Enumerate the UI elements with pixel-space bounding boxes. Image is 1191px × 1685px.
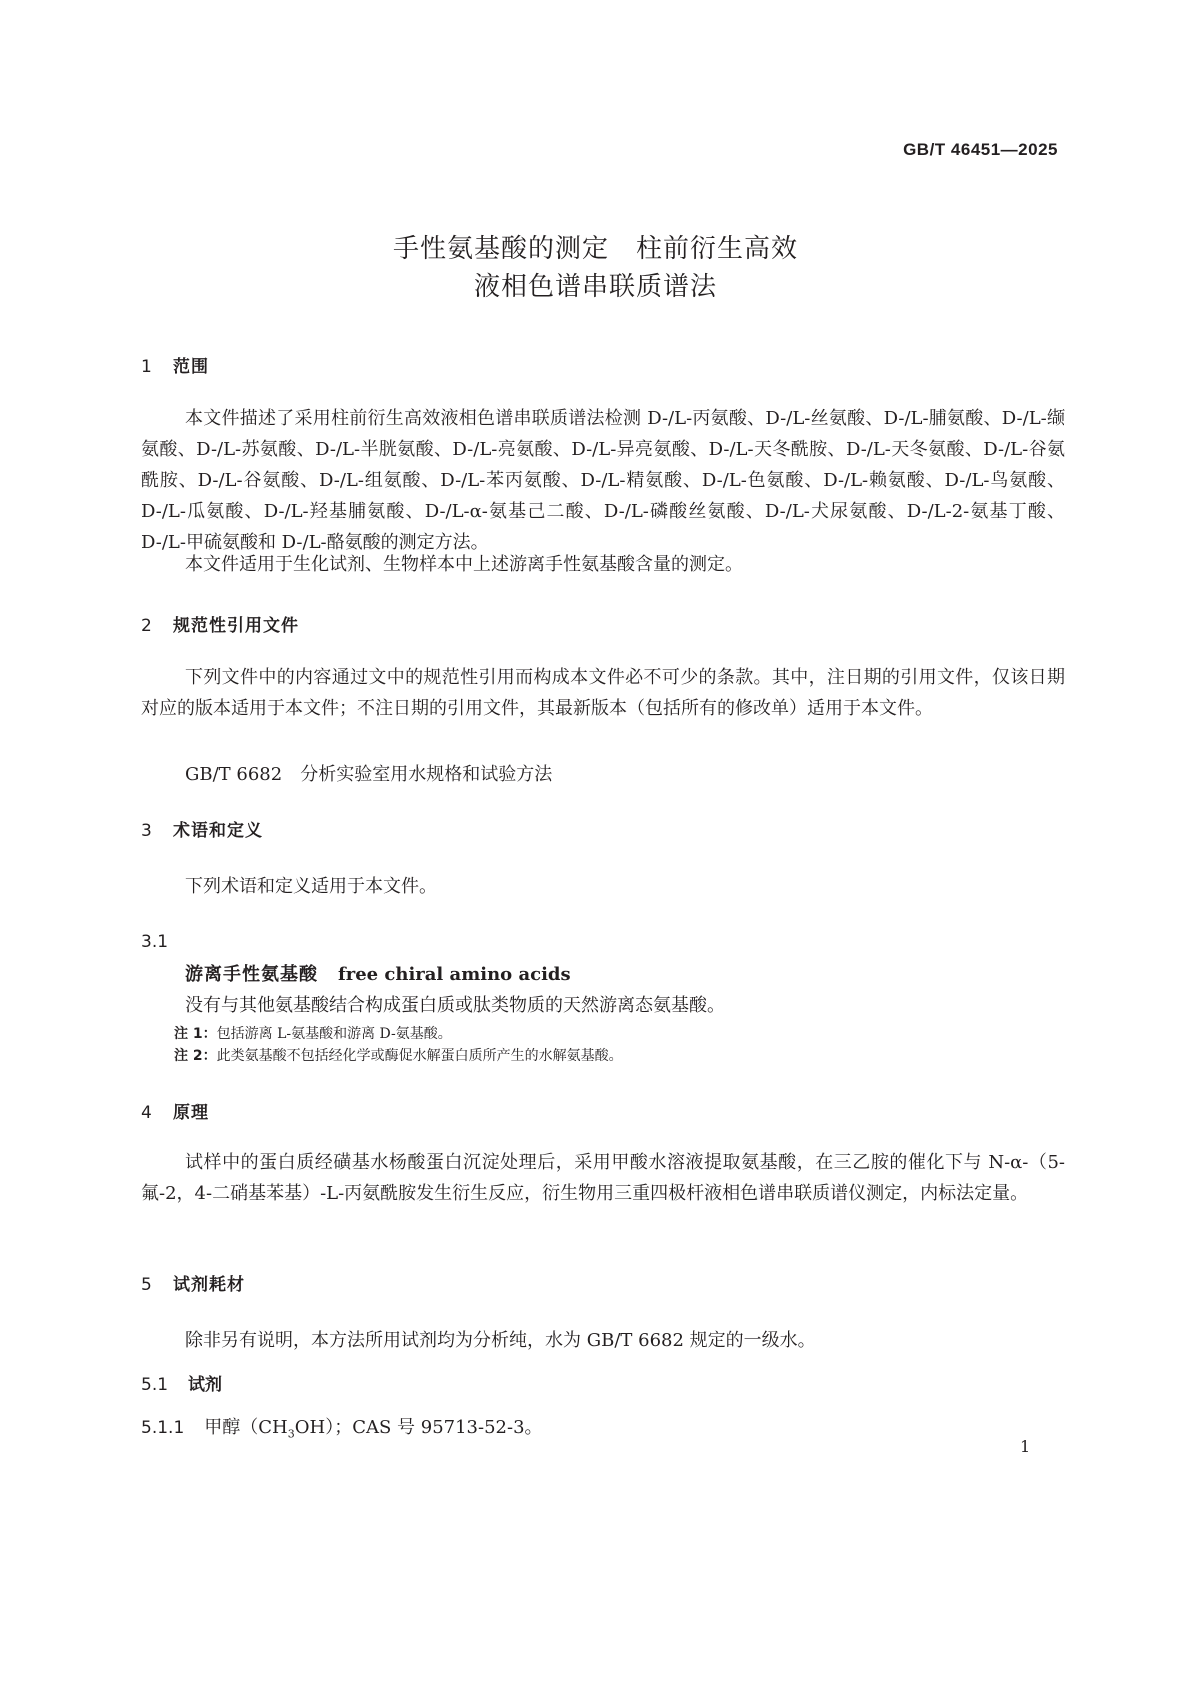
section-title: 术语和定义	[173, 821, 263, 841]
section-3-heading	[141, 816, 263, 841]
document-title-line-1: 手性氨基酸的测定 柱前衍生高效	[392, 234, 798, 264]
section-3-paragraph-1: 下列术语和定义适用于本文件。	[185, 876, 437, 897]
note-label: 注 2：	[174, 1048, 217, 1064]
item-text-suffix: OH）；CAS 号 95713-52-3。	[294, 1417, 543, 1438]
item-text-prefix: 甲醇（CH	[204, 1417, 288, 1438]
subsection-number: 5.1	[141, 1375, 169, 1395]
note-text: 此类氨基酸不包括经化学或酶促水解蛋白质所产生的水解氨基酸。	[216, 1048, 623, 1064]
section-4-paragraph-1: 试样中的蛋白质经磺基水杨酸蛋白沉淀处理后，采用甲酸水溶液提取氨基酸，在三乙胺的催化下与 N-α-（5-氟-2，4-二硝基苯基）-L-丙氨酰胺发生衍生反应，衍生物用三重四极杆液相色谱串联质谱仪测定，内标法定量。	[141, 1152, 1065, 1204]
section-title: 试剂耗材	[173, 1275, 245, 1295]
section-5-heading	[141, 1270, 245, 1295]
note-label: 注 1：	[174, 1026, 217, 1042]
note-text: 包括游离 L-氨基酸和游离 D-氨基酸。	[216, 1026, 452, 1042]
section-1-heading	[141, 352, 209, 377]
section-2-paragraph-1: 下列文件中的内容通过文中的规范性引用而构成本文件必不可少的条款。其中，注日期的引用文件，仅该日期对应的版本适用于本文件；不注日期的引用文件，其最新版本（包括所有的修改单）适用于本文件。	[141, 667, 1065, 719]
term-definition: 没有与其他氨基酸结合构成蛋白质或肽类物质的天然游离态氨基酸。	[185, 995, 725, 1016]
section-4-heading	[141, 1098, 209, 1123]
section-1-paragraph-1: 本文件描述了采用柱前衍生高效液相色谱串联质谱法检测 D-/L-丙氨酸、D-/L-丝氨酸、D-/L-脯氨酸、D-/L-缬氨酸、D-/L-苏氨酸、D-/L-半胱氨酸、D-/L-亮氨酸、D-/L-异亮氨酸、D-/L-天冬酰胺、D-/L-天冬氨酸、D-/L-谷氨酰胺、D-/L-谷氨酸、D-/L-组氨酸、D-/L-苯丙氨酸、D-/L-精氨酸、D-/L-色氨酸、D-/L-赖氨酸、D-/L-鸟氨酸、D-/L-瓜氨酸、D-/L-羟基脯氨酸、D-/L-α-氨基己二酸、D-/L-磷酸丝氨酸、D-/L-犬尿氨酸、D-/L-2-氨基丁酸、D-/L-甲硫氨酸和 D-/L-酪氨酸的测定方法。	[141, 408, 1065, 553]
note-2	[174, 1045, 623, 1065]
section-5-paragraph-1: 除非另有说明，本方法所用试剂均为分析纯，水为 GB/T 6682 规定的一级水。	[185, 1330, 816, 1351]
term-english: free chiral amino acids	[338, 964, 571, 985]
normative-reference: GB/T 6682 分析实验室用水规格和试验方法	[185, 764, 553, 785]
note-1	[174, 1023, 452, 1043]
page-number: 1	[1020, 1437, 1031, 1456]
subsection-title: 试剂	[188, 1375, 223, 1395]
section-title: 规范性引用文件	[173, 616, 299, 636]
term-number: 3.1	[141, 932, 169, 952]
term-entry	[185, 960, 571, 986]
item-number: 5.1.1	[141, 1418, 185, 1438]
subsection-5-1-heading	[141, 1370, 222, 1395]
section-number: 2	[141, 616, 152, 636]
section-title: 原理	[173, 1103, 209, 1123]
section-title: 范围	[173, 357, 209, 377]
section-number: 3	[141, 821, 152, 841]
section-number: 1	[141, 357, 152, 377]
section-number: 5	[141, 1275, 152, 1295]
standard-code: GB/T 46451—2025	[903, 140, 1058, 159]
document-title-line-2: 液相色谱串联质谱法	[473, 272, 717, 302]
item-5-1-1	[141, 1413, 543, 1441]
section-2-heading	[141, 611, 299, 636]
item-text	[204, 1417, 543, 1441]
section-number: 4	[141, 1103, 152, 1123]
item-text-subscript: 3	[287, 1427, 295, 1441]
term-chinese: 游离手性氨基酸	[185, 964, 318, 985]
section-1-paragraph-2: 本文件适用于生化试剂、生物样本中上述游离手性氨基酸含量的测定。	[185, 554, 743, 575]
